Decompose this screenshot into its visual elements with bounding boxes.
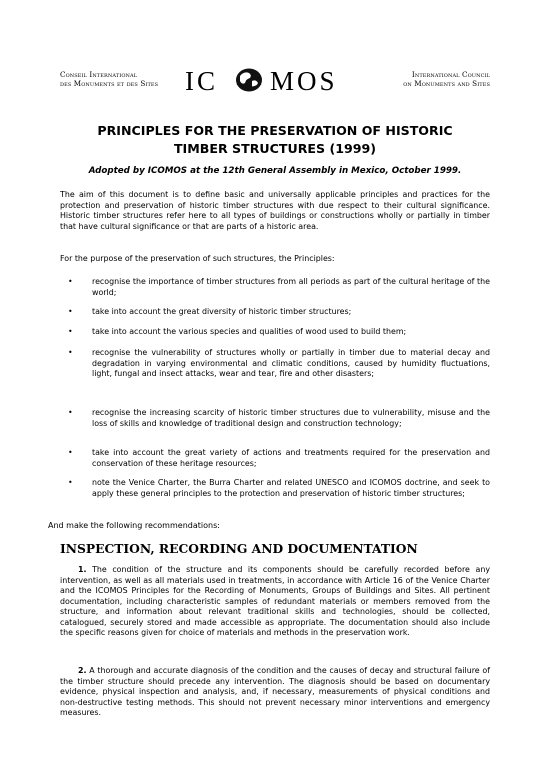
adoption-note: Adopted by ICOMOS at the 12th General Assembly in Mexico, October 1999.: [88, 166, 462, 176]
paragraph-text: The condition of the structure and its components should be carefully recorded before any intervention, as well as all materials used in treatments, in accordance with Article 16 of the Venice Charter and the ICOMOS Principles for the Recording of Monuments, Groups of Buildings and Sites. All pertinent documentation, including characteristic samples of redundant materials or members removed from the structure, and information about relevant traditional skills and technologies, should be collected, catalogued, securely stored and made accessible as appropriate. The documentation should also include the specific reasons given for choice of materials and methods in the preservation work.: [60, 565, 490, 637]
title-line-2: TIMBER STRUCTURES (1999): [173, 141, 377, 156]
letterhead: [0, 66, 550, 100]
bullet-icon: •: [68, 348, 73, 357]
french-name-line-1: Conseil International: [60, 70, 138, 79]
bullet-icon: •: [68, 448, 73, 457]
paragraph-text: A thorough and accurate diagnosis of the condition and the causes of decay and structural failure of the timber structure should precede any intervention. The diagnosis should be based on documentary evidence, physical inspection and analysis, and, if necessary, measurements of physical conditions and non-destructive testing methods. This should not prevent necessary minor interventions and emergency measures.: [60, 666, 490, 717]
recommendations-intro: And make the following recommendations:: [48, 521, 220, 530]
list-item-text: note the Venice Charter, the Burra Charter and related UNESCO and ICOMOS doctrine, and seek to apply these general principles to the protection and preservation of historic timber structures;: [92, 478, 490, 498]
principle-paragraph-1: [60, 565, 490, 639]
french-name-line-2: des Monuments et des Sites: [60, 79, 159, 88]
bullet-icon: •: [68, 307, 73, 316]
list-item-text: take into account the great diversity of historic timber structures;: [92, 307, 352, 316]
list-item-text: recognise the importance of timber structures from all periods as part of the cultural heritage of the world;: [92, 277, 490, 297]
list-item-text: recognise the increasing scarcity of historic timber structures due to vulnerability, misuse and the loss of skills and knowledge of traditional design and construction technology;: [92, 408, 490, 428]
globe-icon: [234, 67, 264, 93]
purpose-paragraph: For the purpose of the preservation of such structures, the Principles:: [60, 254, 335, 263]
bullet-icon: •: [68, 478, 73, 487]
bullet-icon: •: [68, 327, 73, 336]
bullet-icon: •: [68, 277, 73, 286]
section-heading: INSPECTION, RECORDING AND DOCUMENTATION: [60, 541, 418, 556]
list-item-text: recognise the vulnerability of structures wholly or partially in timber due to material decay and degradation in varying environmental and climatic conditions, caused by humidity fluctuations, light, fungal and insect attacks, wear and tear, fire and other disasters;: [92, 348, 490, 378]
paragraph-number: 1.: [78, 565, 87, 574]
document-title: [60, 122, 490, 158]
title-line-1: PRINCIPLES FOR THE PRESERVATION OF HISTORIC: [97, 123, 453, 138]
english-name-line-2: on Monuments and Sites: [403, 79, 490, 88]
logo-mos-text: MOS: [270, 66, 338, 96]
list-item-text: take into account the great variety of actions and treatments required for the preservation and conservation of these heritage resources;: [92, 448, 490, 468]
principle-paragraph-2: [60, 666, 490, 719]
french-organization-name: [60, 70, 180, 88]
list-item-text: take into account the various species and qualities of wood used to build them;: [92, 327, 407, 336]
aim-paragraph: The aim of this document is to define basic and universally applicable principles and practices for the protection and preservation of historic timber structures with due respect to their cultural significance. Historic timber structures refer here to all types of buildings or constructions wholly or partially in timber that have cultural significance or that are parts of a historic area.: [60, 190, 490, 231]
bullet-icon: •: [68, 408, 73, 417]
logo-ic-text: IC: [185, 66, 218, 96]
paragraph-number: 2.: [78, 666, 87, 675]
english-organization-name: [370, 70, 490, 88]
english-name-line-1: International Council: [411, 70, 490, 79]
icomos-logo: [185, 66, 370, 96]
